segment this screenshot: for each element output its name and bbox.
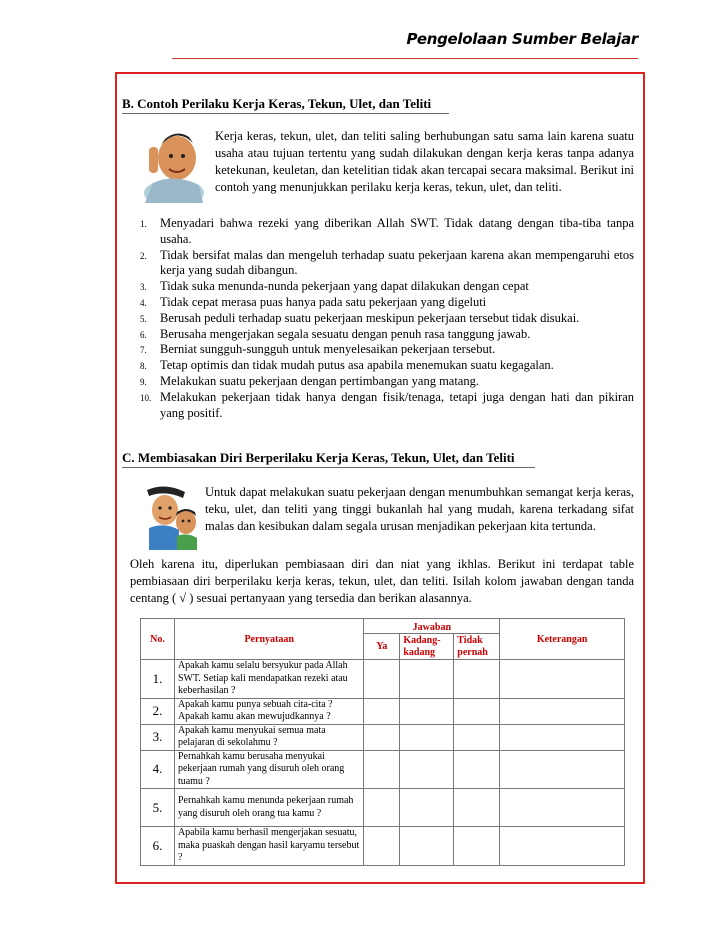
table-row bbox=[141, 660, 625, 699]
row-number: 6. bbox=[141, 827, 175, 866]
remarks-cell[interactable] bbox=[500, 750, 625, 789]
list-item: 2. Tidak bersifat malas dan mengeluh terhadap suatu pekerjaan karena akan mempengaruhi etos kerja yang sudah dibangun. bbox=[140, 247, 634, 278]
col-header-never: Tidak pernah bbox=[454, 634, 500, 660]
col-header-statement: Pernyataan bbox=[174, 619, 363, 660]
habit-table bbox=[140, 618, 625, 866]
students-illustration bbox=[143, 480, 199, 550]
section-b-title: B. Contoh Perilaku Kerja Keras, Tekun, Ulet, dan Teliti bbox=[122, 96, 432, 111]
section-c-body: Oleh karena itu, diperlukan pembiasaan diri dan niat yang ikhlas. Berikut ini terdapat table pembiasaan diri berperilaku kerja keras, tekun, ulet, dan teliti. Isilah kolom jawaban dengan tanda centang ( √ ) sesuai pertanyaan yang tersedia dan berikan alasannya. bbox=[130, 557, 634, 605]
table-row bbox=[141, 750, 625, 789]
row-number: 5. bbox=[141, 789, 175, 827]
list-item: 8. Tetap optimis dan tidak mudah putus asa apabila menemukan suatu kegagalan. bbox=[140, 358, 554, 373]
row-statement: Apabila kamu berhasil mengerjakan sesuatu, maka puaskah dengan hasil karyamu tersebut ? bbox=[174, 827, 363, 866]
answer-never-cell[interactable] bbox=[454, 698, 500, 724]
section-c-title: C. Membiasakan Diri Berperilaku Kerja Keras, Tekun, Ulet, dan Teliti bbox=[122, 450, 515, 465]
list-item: 9. Melakukan suatu pekerjaan dengan pertimbangan yang matang. bbox=[140, 373, 479, 388]
answer-sometimes-cell[interactable] bbox=[400, 750, 454, 789]
list-item: 7. Berniat sungguh-sungguh untuk menyelesaikan pekerjaan tersebut. bbox=[140, 342, 496, 357]
answer-never-cell[interactable] bbox=[454, 724, 500, 750]
list-item: 6. Berusaha mengerjakan segala sesuatu dengan penuh rasa tanggung jawab. bbox=[140, 326, 531, 341]
row-statement: Apakah kamu selalu bersyukur pada Allah SWT. Setiap kali mendapatkan rezeki atau keberhasilan ? bbox=[174, 660, 363, 699]
answer-yes-cell[interactable] bbox=[364, 724, 400, 750]
row-number: 1. bbox=[141, 660, 175, 699]
behavior-list bbox=[140, 216, 634, 421]
answer-sometimes-cell[interactable] bbox=[400, 660, 454, 699]
table-row bbox=[141, 698, 625, 724]
answer-yes-cell[interactable] bbox=[364, 827, 400, 866]
col-header-remarks: Keterangan bbox=[500, 619, 625, 660]
section-c-intro: Untuk dapat melakukan suatu pekerjaan dengan menumbuhkan semangat kerja keras, teku, ulet, dan teliti yang tinggi bukanlah hal yang mudah, karena terkadang sifat malas dan kesibukan dalam segala urusan menjadikan pekerjaan kita tertunda. bbox=[205, 485, 634, 533]
section-c-underline bbox=[122, 467, 535, 468]
list-item: 1. Menyadari bahwa rezeki yang diberikan Allah SWT. Tidak datang dengan tiba-tiba tanpa usaha. bbox=[140, 216, 634, 246]
section-b-underline bbox=[122, 113, 449, 114]
row-statement: Pernahkah kamu berusaha menyukai pekerjaan rumah yang disuruh oleh orang tuamu ? bbox=[174, 750, 363, 789]
table-row bbox=[141, 789, 625, 827]
row-statement: Apakah kamu menyukai semua mata pelajaran di sekolahmu ? bbox=[174, 724, 363, 750]
remarks-cell[interactable] bbox=[500, 789, 625, 827]
col-header-yes: Ya bbox=[364, 634, 400, 660]
answer-never-cell[interactable] bbox=[454, 750, 500, 789]
table-row bbox=[141, 724, 625, 750]
row-statement: Pernahkah kamu menunda pekerjaan rumah yang disuruh oleh orang tua kamu ? bbox=[174, 789, 363, 827]
remarks-cell[interactable] bbox=[500, 724, 625, 750]
answer-never-cell[interactable] bbox=[454, 827, 500, 866]
answer-yes-cell[interactable] bbox=[364, 789, 400, 827]
answer-never-cell[interactable] bbox=[454, 789, 500, 827]
answer-sometimes-cell[interactable] bbox=[400, 827, 454, 866]
answer-yes-cell[interactable] bbox=[364, 698, 400, 724]
col-header-no: No. bbox=[141, 619, 175, 660]
list-item: 4. Tidak cepat merasa puas hanya pada satu pekerjaan yang digeluti bbox=[140, 294, 487, 309]
col-header-answer: Jawaban bbox=[364, 619, 500, 634]
row-statement: Apakah kamu punya sebuah cita-cita ? Apakah kamu akan mewujudkannya ? bbox=[174, 698, 363, 724]
answer-never-cell[interactable] bbox=[454, 660, 500, 699]
answer-sometimes-cell[interactable] bbox=[400, 789, 454, 827]
remarks-cell[interactable] bbox=[500, 660, 625, 699]
row-number: 3. bbox=[141, 724, 175, 750]
list-item: 10. Melakukan pekerjaan tidak hanya dengan fisik/tenaga, tetapi juga dengan hati dan pikiran yang positif. bbox=[140, 389, 634, 420]
remarks-cell[interactable] bbox=[500, 698, 625, 724]
header-rule bbox=[172, 58, 638, 59]
section-b-intro: Kerja keras, tekun, ulet, dan teliti saling berhubungan satu sama lain karena suatu usaha atau tujuan tertentu yang sudah dilakukan dengan kerja keras tanpa adanya ketekunan, keuletan, dan ketelitian tidak akan tercapai secara maksimal. Berikut ini contoh yang menunjukkan perilaku kerja keras, tekun, ulet, dan teliti. bbox=[215, 129, 634, 194]
remarks-cell[interactable] bbox=[500, 827, 625, 866]
answer-sometimes-cell[interactable] bbox=[400, 698, 454, 724]
answer-sometimes-cell[interactable] bbox=[400, 724, 454, 750]
answer-yes-cell[interactable] bbox=[364, 750, 400, 789]
row-number: 4. bbox=[141, 750, 175, 789]
row-number: 2. bbox=[141, 698, 175, 724]
teacher-illustration bbox=[143, 123, 205, 203]
col-header-sometimes: Kadang-kadang bbox=[400, 634, 454, 660]
list-item: 3. Tidak suka menunda-nunda pekerjaan yang dapat dilakukan dengan cepat bbox=[140, 279, 529, 294]
page-header-title: Pengelolaan Sumber Belajar bbox=[406, 30, 638, 48]
table-row bbox=[141, 827, 625, 866]
answer-yes-cell[interactable] bbox=[364, 660, 400, 699]
list-item: 5. Berusah peduli terhadap suatu pekerjaan meskipun pekerjaan tersebut tidak disukai. bbox=[140, 310, 580, 325]
